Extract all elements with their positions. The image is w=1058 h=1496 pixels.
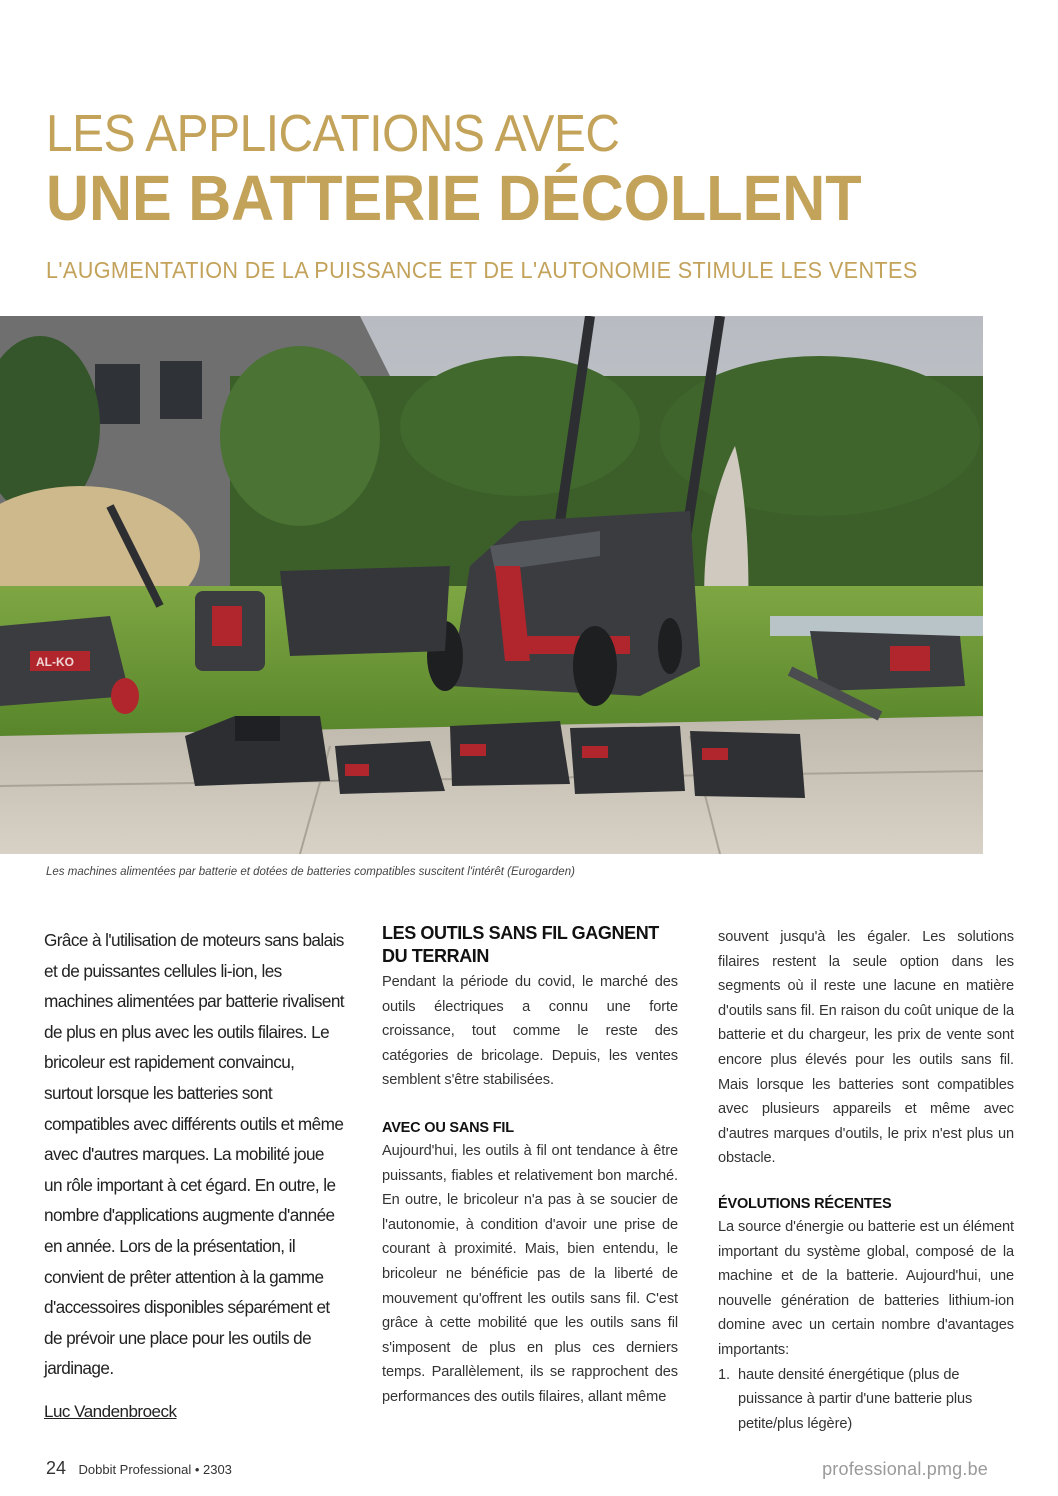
battery-pack-3 — [570, 726, 685, 794]
title-line-2: UNE BATTERIE DÉCOLLENT — [46, 162, 862, 234]
battery-pack-1 — [335, 741, 445, 794]
paragraph: Aujourd'hui, les outils à fil ont tendance à être puissants, fiables et relativement bon marché. En outre, le bricoleur n'a pas à se soucier de l'autonomie, à condition d'avoir une prise de courant à proximité. Mais, bien entendu, le bricoleur ne bénéficie pas de la liberté de mouvement qu'offrent les outils sans fil. C'est grâce à cette mobilité que les outils sans fil s'imposent de plus en plus ces derniers temps. Parallèlement, ils se rapprochent des performances des outils filaires, allant même — [382, 1142, 678, 1405]
article-photo — [0, 316, 983, 854]
article-column-2 — [382, 922, 678, 1410]
list-item — [718, 1363, 1014, 1437]
paragraph: Pendant la période du covid, le marché des outils électriques a connu une forte croissance, tout comme le reste des catégories de bricolage. Depuis, les ventes semblent s'être stabilisées. — [382, 974, 678, 1089]
author-link[interactable]: Luc Vandenbroeck — [44, 1402, 177, 1421]
intro-paragraph: Grâce à l'utilisation de moteurs sans balais et de puissantes cellules li-ion, les machines alimentées par batterie rivalisent de plus en plus avec les outils filaires. Le bricoleur est rapidement convaincu, surtout lorsque les batteries sont compatibles avec différents outils et même avec d'autres marques. La mobilité joue un rôle important à cet égard. En outre, le nombre d'applications augmente d'année en année. Lors de la présentation, il convient de prêter attention à la gamme d'accessoires disponibles séparément et de prévoir une place pour les outils de jardinage. — [44, 930, 344, 1379]
list-text: haute densité énergétique (plus de puissance à partir d'une batterie plus petite/plus légère) — [738, 1366, 973, 1432]
section-heading: LES OUTILS SANS FIL GAGNENT DU TERRAIN — [382, 923, 659, 966]
battery-pack-2 — [450, 721, 570, 786]
list-number: 1. — [718, 1366, 730, 1383]
subtitle: L'AUGMENTATION DE LA PUISSANCE ET DE L'AUTONOMIE STIMULE LES VENTES — [46, 257, 918, 283]
photo-caption: Les machines alimentées par batterie et dotées de batteries compatibles suscitent l'intérêt (Eurogarden) — [46, 866, 575, 878]
article-column-3 — [718, 925, 1014, 1436]
photo-brand-mark: AL-KO — [36, 655, 74, 669]
garden-tools-illustration — [0, 316, 983, 854]
paragraph: La source d'énergie ou batterie est un élément important du système global, composé de la machine et de la batterie. Aujourd'hui, une nouvelle génération de batteries lithium-ion domine avec un certain nombre d'avantages importants: — [718, 1218, 1014, 1358]
subheading: ÉVOLUTIONS RÉCENTES — [718, 1195, 892, 1212]
footer-publication — [46, 1458, 232, 1479]
paragraph: souvent jusqu'à les égaler. Les solutions filaires restent la seule option dans les segments où il reste une lacune en matière d'outils sans fil. En raison du coût unique de la batterie et du chargeur, les prix de vente sont encore plus élevés pour les outils sans fil. Mais lorsque les batteries sont compatibles avec plusieurs appareils et même avec d'autres marques d'outils, le prix n'est plus un obstacle. — [718, 929, 1014, 1167]
advantages-list — [718, 1363, 1014, 1437]
page-number: 24 — [46, 1458, 67, 1478]
subheading: AVEC OU SANS FIL — [382, 1119, 514, 1136]
title-line-1: LES APPLICATIONS AVEC — [46, 105, 620, 163]
website-link[interactable]: professional.pmg.be — [822, 1459, 988, 1479]
publication-name: Dobbit Professional • 2303 — [78, 1462, 232, 1477]
battery-pack-4 — [690, 731, 805, 798]
